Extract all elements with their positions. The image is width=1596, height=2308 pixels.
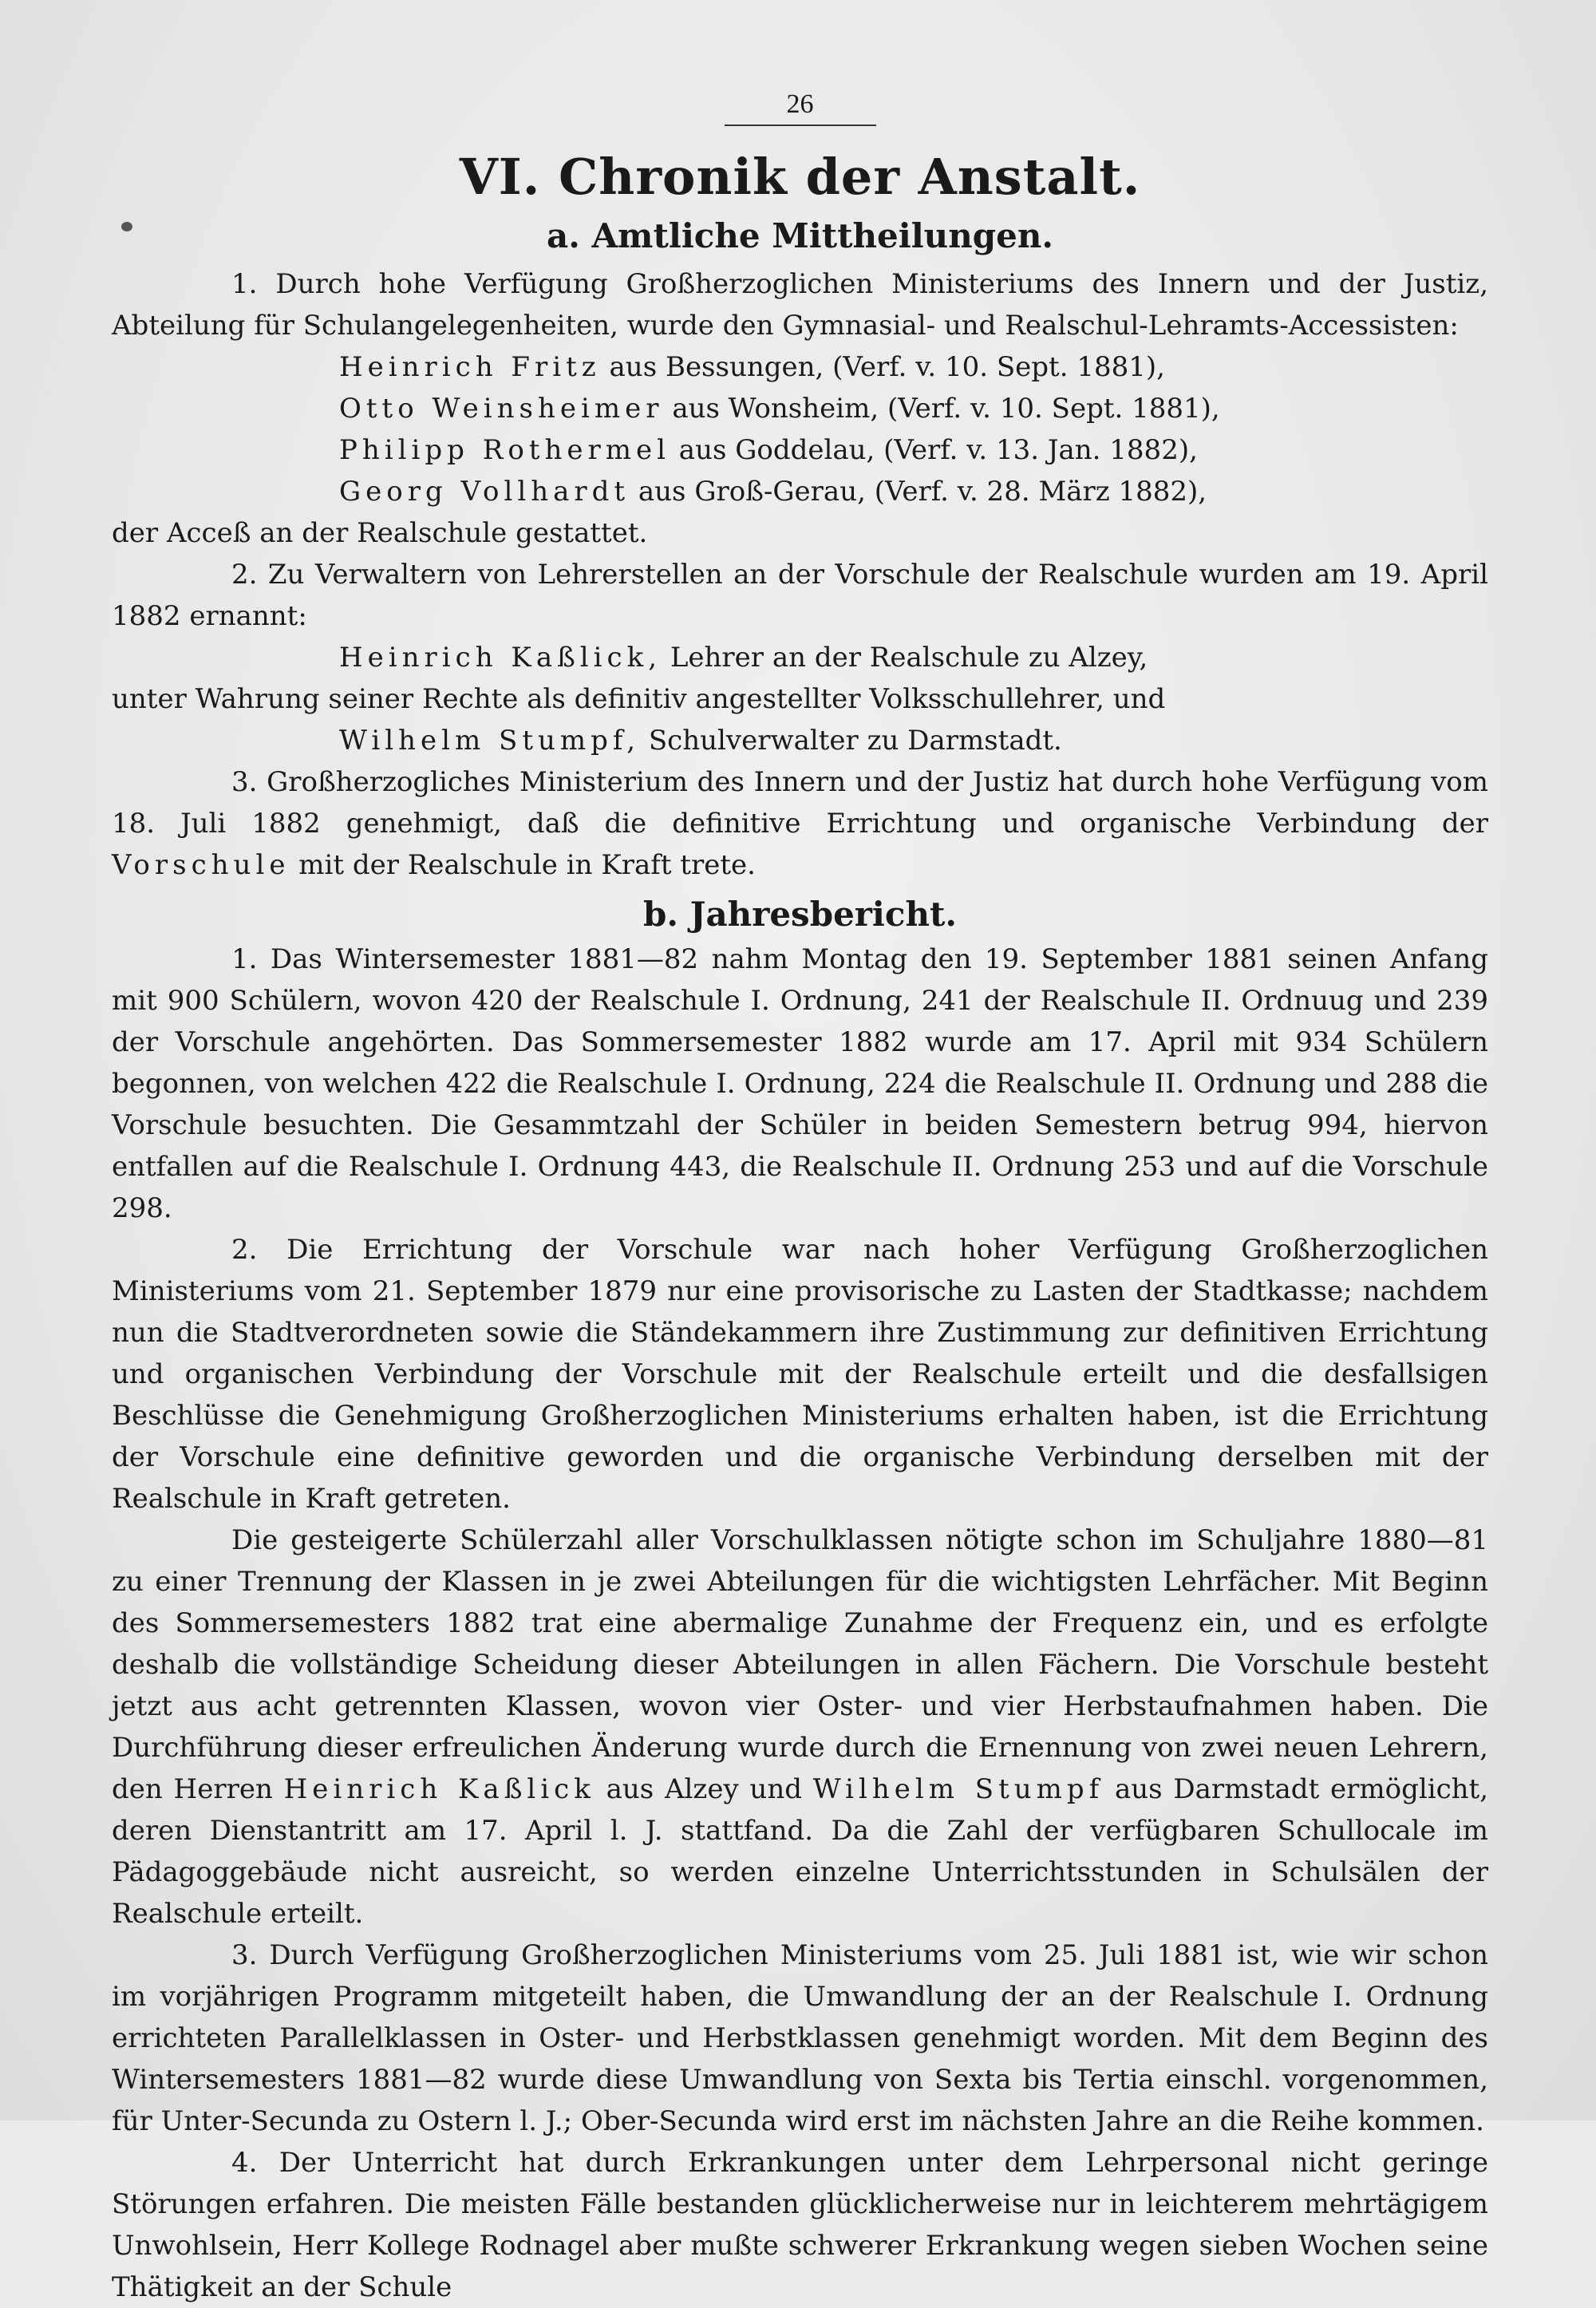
page-content — [112, 88, 1488, 2308]
appointee-detail-1: Lehrer an der Realschule zu Alzey, — [670, 642, 1148, 674]
report-2c-part3: aus Darmstadt ermöglicht, deren Dienstantritt am 17. April l. J. stattfand. Da die Zahl der verfügbaren Schullocale im Pädagoggebäude nicht ausreicht, so werden einzelne Unterrichtsstunden in Schulsälen der Realschule erteilt. — [112, 1773, 1489, 1930]
chapter-title: VI. Chronik der Anstalt. — [459, 148, 1141, 206]
accessist-detail-2: aus Wonsheim, (Verf. v. 10. Sept. 1881), — [672, 393, 1220, 425]
notice-2-middle: unter Wahrung seiner Rechte als definitiv angestellter Volksschullehrer, und — [112, 683, 1166, 715]
notice-1-closing: der Acceß an der Realschule gestattet. — [112, 517, 648, 549]
accessist-detail-3: aus Goddelau, (Verf. v. 13. Jan. 1882), — [678, 434, 1198, 466]
report-2c-name2: Wilhelm Stumpf — [812, 1773, 1104, 1805]
notice-1-intro: 1. Durch hohe Verfügung Großherzoglichen Ministeriums des Innern und der Justiz, Abteilung für Schulangelegenheiten, wurde den Gymnasial- und Realschul-Lehramts-Accessisten: — [112, 268, 1488, 342]
accessist-detail-1: aus Bessungen, (Verf. v. 10. Sept. 1881), — [609, 351, 1165, 383]
notice-3-before: 3. Großherzogliches Ministerium des Innern und der Justiz hat durch hohe Verfügung vom 18. Juli 1882 genehmigt, daß die definitive Errichtung und organische Verbindung der — [112, 766, 1488, 840]
notice-3-spaced: Vorschule — [112, 849, 290, 881]
report-paragraph-3: 3. Durch Verfügung Großherzoglichen Ministeriums vom 25. Juli 1881 ist, wie wir schon im vorjährigen Programm mitgeteilt haben, die Umwandlung der an der Realschule I. Ordnung errichteten Parallelklassen in Oster- und Herbstklassen genehmigt worden. Mit dem Beginn des Wintersemesters 1881—82 wurde diese Umwandlung von Sexta bis Tertia einschl. vorgenommen, für Unter-Secunda zu Ostern l. J.; Ober-Secunda wird erst im nächsten Jahre an die Reihe kommen. — [112, 1939, 1488, 2137]
report-paragraph-2: 2. Die Errichtung der Vorschule war nach hoher Verfügung Großherzoglichen Ministeriums vom 21. September 1879 nur eine provisorische zu Lasten der Stadtkasse; nachdem nun die Stadtverordneten sowie die Ständekammern ihre Zustimmung zur definitiven Errichtung und organischen Verbindung der Vorschule mit der Realschule erteilt und die desfallsigen Beschlüsse die Genehmigung Großherzoglichen Ministeriums erhalten haben, ist die Errichtung der Vorschule eine definitive geworden und die organische Verbindung derselben mit der Realschule in Kraft getreten. — [112, 1234, 1488, 1515]
notice-3-after: mit der Realschule in Kraft trete. — [298, 849, 756, 881]
official-notice-1 — [112, 263, 1488, 554]
report-paragraph-2-continued — [112, 1520, 1488, 1935]
appointee-name-1: Heinrich Kaßlick, — [339, 642, 662, 674]
accessist-line-2 — [112, 388, 1488, 429]
page-number-rule — [725, 124, 876, 126]
page-number: 26 — [786, 89, 814, 119]
section-b-title: b. Jahresbericht. — [642, 895, 958, 934]
official-notice-2 — [112, 554, 1488, 761]
official-notice-3 — [112, 761, 1488, 886]
accessist-name-3: Philipp Rothermel — [339, 434, 670, 466]
report-2c-part2: aus Alzey und — [606, 1773, 802, 1805]
accessist-line-4 — [112, 471, 1488, 512]
report-2c-name1: Heinrich Kaßlick — [283, 1773, 595, 1805]
appointee-detail-2: Schulverwalter zu Darmstadt. — [648, 725, 1062, 757]
accessist-line-3 — [112, 429, 1488, 471]
report-paragraph-4: 4. Der Unterricht hat durch Erkrankungen unter dem Lehrpersonal nicht geringe Störungen erfahren. Die meisten Fälle bestanden glücklicherweise nur in leichterem mehrtägigem Unwohlsein, Herr Kollege Rodnagel aber mußte schwerer Erkrankung wegen sieben Wochen seine Thätigkeit an der Schule — [112, 2147, 1488, 2303]
accessist-detail-4: aus Groß-Gerau, (Verf. v. 28. März 1882), — [638, 476, 1207, 508]
appointee-line-1 — [112, 637, 1488, 678]
report-2c-part1: Die gesteigerte Schülerzahl aller Vorschulklassen nötigte schon im Schuljahre 1880—81 zu einer Trennung der Klassen in je zwei Abteilungen für die wichtigsten Lehrfächer. Mit Beginn des Sommersemesters 1882 trat eine abermalige Zunahme der Frequenz ein, und es erfolgte deshalb die vollständige Scheidung dieser Abteilungen in allen Fächern. Die Vorschule besteht jetzt aus acht getrennten Klassen, wovon vier Oster- und vier Herbstaufnahmen haben. Die Durchführung dieser erfreulichen Änderung wurde durch die Ernennung von zwei neuen Lehrern, den Herren — [112, 1524, 1488, 1805]
section-a-title: a. Amtliche Mittheilungen. — [547, 216, 1053, 255]
appointee-line-2 — [112, 720, 1488, 761]
report-paragraph-1: 1. Das Wintersemester 1881—82 nahm Montag den 19. September 1881 seinen Anfang mit 900 Schülern, wovon 420 der Realschule I. Ordnung, 241 der Realschule II. Ordnuug und 239 der Vorschule angehörten. Das Sommersemester 1882 wurde am 17. April mit 934 Schülern begonnen, von welchen 422 die Realschule I. Ordnung, 224 die Realschule II. Ordnung und 288 die Vorschule besuchten. Die Gesammtzahl der Schüler in beiden Semestern betrug 994, hiervon entfallen auf die Realschule I. Ordnung 443, die Realschule II. Ordnung 253 und auf die Vorschule 298. — [112, 943, 1488, 1224]
accessist-name-1: Heinrich Fritz — [339, 351, 601, 383]
accessist-line-1 — [112, 346, 1488, 388]
notice-2-intro: 2. Zu Verwaltern von Lehrerstellen an der Vorschule der Realschule wurden am 19. April 1882 ernannt: — [112, 559, 1488, 632]
accessist-name-4: Georg Vollhardt — [339, 476, 630, 508]
accessist-name-2: Otto Weinsheimer — [339, 393, 664, 425]
appointee-name-2: Wilhelm Stumpf, — [339, 725, 641, 757]
